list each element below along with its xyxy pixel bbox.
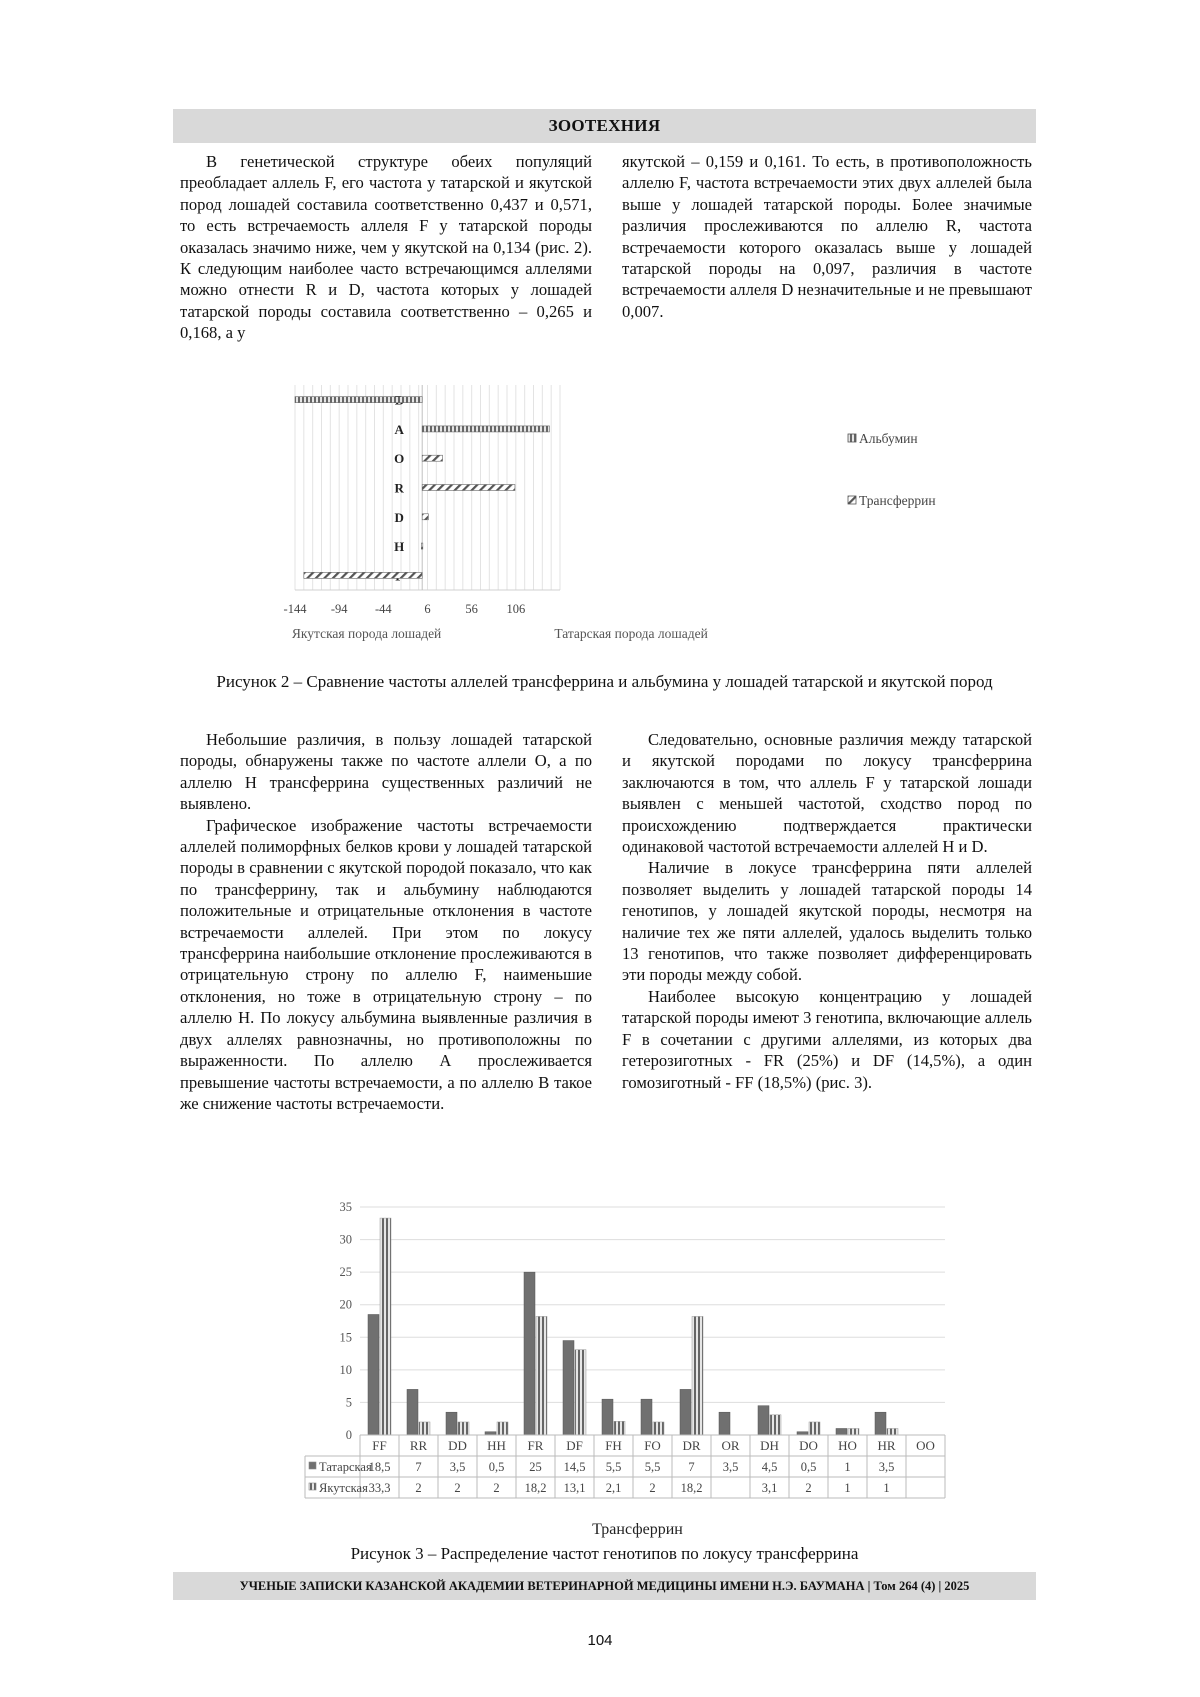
category-label: R — [394, 480, 404, 496]
x-tick-label: DF — [566, 1438, 583, 1453]
y-tick-label: 25 — [339, 1265, 352, 1280]
data-label: 0,5 — [488, 1460, 505, 1474]
data-label: 3,5 — [878, 1460, 895, 1474]
x-tick-label: OR — [721, 1438, 740, 1453]
x-tick-label: DR — [682, 1438, 701, 1453]
data-label: 25 — [529, 1460, 542, 1474]
x-tick-label: FR — [527, 1438, 544, 1453]
journal-footer: УЧЕНЫЕ ЗАПИСКИ КАЗАНСКОЙ АКАДЕМИИ ВЕТЕРИНАРНОЙ МЕДИЦИНЫ ИМЕНИ Н.Э. БАУМАНА | Том 264 (4) | 2025 — [173, 1572, 1036, 1600]
x-tick-label: FH — [605, 1438, 622, 1453]
bar-Трансферрин-F — [304, 572, 422, 578]
bar-Трансферрин-R — [422, 485, 515, 491]
y-tick-label: 35 — [339, 1200, 352, 1214]
bar-Татарская-FH — [602, 1399, 613, 1435]
x-tick-label: FO — [644, 1438, 661, 1453]
bar-Альбумин-B — [295, 397, 422, 403]
data-label: 13,1 — [563, 1481, 586, 1495]
legend-label: Якутская — [319, 1481, 368, 1495]
x-tick-label: HR — [877, 1438, 896, 1453]
bar-Татарская-DD — [446, 1412, 457, 1435]
data-label: 2 — [805, 1481, 812, 1495]
bar-Якутская-HO — [848, 1428, 859, 1435]
bar-Татарская-DH — [758, 1406, 769, 1435]
paragraph: Графическое изображение частоты встречаемости аллелей полиморфных белков крови у лошадей татарской породы в сравнении с якутской породой показало, что как по трансферрину, так и альбумину наблюдаются положительные и отрицательные отклонения в частоте встречаемости аллелей. При этом по локусу трансферрина наибольшие отклонение прослеживаются в отрицательную строну по аллелю F, наименьшие отклонения, но тоже в отрицательную строну – по аллелю H. По локусу альбумина выявленные различия в двух аллелях равнозначны, но противоположны по выраженности. По аллелю А прослеживается превышение частоты встречаемости, а по аллелю В такое же снижение частоты встречаемости. — [180, 815, 592, 1113]
page-number: 104 — [587, 1632, 613, 1649]
bar-Татарская-OR — [719, 1412, 730, 1435]
bar-Якутская-HR — [887, 1428, 898, 1435]
data-label: 3,1 — [761, 1481, 778, 1495]
y-tick-label: 15 — [339, 1330, 352, 1345]
y-tick-label: 30 — [339, 1232, 352, 1247]
bar-Якутская-FR — [536, 1316, 547, 1435]
data-label: 33,3 — [368, 1481, 391, 1495]
y-tick-label: 10 — [339, 1362, 352, 1377]
y-tick-label: 5 — [345, 1395, 352, 1410]
bar-Якутская-FH — [614, 1421, 625, 1435]
data-label: 7 — [415, 1460, 422, 1474]
bar-Трансферрин-O — [422, 455, 442, 461]
paragraph: Наличие в локусе трансферрина пяти аллелей позволяет выделить у лошадей татарской породы 14 генотипов, у лошадей якутской породы, несмотря на наличие тех же пяти аллелей, удалось выделить только 13 генотипов, что также позволяет дифференцировать эти породы между собой. — [622, 858, 1032, 985]
paragraph: Наиболее высокую концентрацию у лошадей татарской породы имеют 3 генотипа, включающие аллель F в сочетании с другими аллелями, из которых два гетерозиготных - FR (25%) и DF (14,5%), а один гомозиготный - FF (18,5%) (рис. 3). — [622, 986, 1032, 1092]
category-label: D — [394, 509, 404, 525]
category-label: H — [394, 539, 405, 555]
bar-Татарская-DF — [563, 1341, 574, 1435]
bar-Якутская-FO — [653, 1422, 664, 1435]
figure-3-caption: Рисунок 3 – Распределение частот генотипов по локусу трансферрина — [350, 1544, 859, 1563]
bar-Якутская-DD — [458, 1422, 469, 1435]
category-label: A — [394, 421, 404, 437]
text-column-right-1 — [622, 151, 1032, 322]
category-label: O — [394, 451, 405, 467]
section-header: ЗООТЕХНИЯ — [173, 109, 1036, 143]
text-column-left-2 — [180, 729, 592, 1114]
paragraph: Следовательно, основные различия между татарской и якутской породами по локусу трансферрина заключаются в том, что аллель F у татарской лошади выявлен с меньшей частотой, сходство пород по происхождению подтверждается практически одинаковой частотой встречаемости аллелей H и D. — [622, 730, 1032, 857]
x-tick-label: HO — [838, 1438, 857, 1453]
y-tick-label: 20 — [339, 1297, 352, 1312]
bar-Якутская-DR — [692, 1316, 703, 1435]
legend-swatch — [309, 1462, 316, 1469]
bar-Альбумин-A — [422, 426, 549, 432]
bar-Трансферрин-D — [422, 514, 428, 520]
text-column-right-2 — [622, 729, 1032, 1093]
bar-Татарская-FO — [641, 1399, 652, 1435]
bar-Татарская-HO — [836, 1428, 847, 1435]
x-tick-label: -44 — [374, 602, 392, 616]
bar-Татарская-DR — [680, 1389, 691, 1435]
data-label: 1 — [844, 1481, 851, 1495]
legend-swatch — [848, 434, 856, 442]
x-tick-label: -94 — [330, 602, 348, 616]
data-label: 3,5 — [722, 1460, 739, 1474]
data-label: 0,5 — [800, 1460, 817, 1474]
figure-2-caption: Рисунок 2 – Сравнение частоты аллелей трансферрина и альбумина у лошадей татарской и якутской пород — [216, 672, 993, 691]
paragraph: якутской – 0,159 и 0,161. То есть, в противоположность аллелю F, частота встречаемости этих двух аллелей была выше у лошадей татарской породы. Более значимые различия прослеживаются по аллелю R, частота встречаемости которого оказалась выше у лошадей татарской породы на 0,097, различия в частоте встречаемости аллеля D незначительные и не превышают 0,007. — [622, 152, 1032, 321]
data-label: 5,5 — [605, 1460, 622, 1474]
data-label: 18,2 — [524, 1481, 547, 1495]
bar-Якутская-DF — [575, 1350, 586, 1435]
y-tick-label: 0 — [345, 1428, 352, 1442]
legend-swatch — [848, 496, 856, 504]
paragraph: Небольшие различия, в пользу лошадей татарской породы, обнаружены также по частоте аллели О, а по аллелю H трансферрина существенных различий не выявлено. — [180, 730, 592, 814]
data-label: 14,5 — [563, 1460, 586, 1474]
data-label: 7 — [688, 1460, 695, 1474]
bar-Трансферрин-H — [421, 543, 423, 549]
x-tick-label: DH — [760, 1438, 779, 1453]
legend-label: Трансферрин — [859, 493, 936, 508]
x-tick-label: 106 — [506, 602, 526, 616]
figure-2-chart — [270, 385, 970, 665]
x-tick-label: DD — [448, 1438, 467, 1453]
bar-Якутская-DO — [809, 1422, 820, 1435]
data-label: 1 — [844, 1460, 851, 1474]
text-column-left-1 — [180, 151, 592, 344]
x-tick-label: -144 — [283, 602, 307, 616]
data-label: 2 — [415, 1481, 422, 1495]
x-tick-label: FF — [372, 1438, 387, 1453]
x-tick-label: RR — [409, 1438, 428, 1453]
data-label: 18,5 — [368, 1460, 391, 1474]
data-label: 2 — [454, 1481, 461, 1495]
data-label: 2 — [493, 1481, 500, 1495]
data-label: 18,2 — [680, 1481, 703, 1495]
bar-Якутская-HH — [497, 1422, 508, 1435]
bar-Татарская-FF — [368, 1314, 379, 1435]
bar-Татарская-FR — [524, 1272, 535, 1435]
paragraph: В генетической структуре обеих популяций преобладает аллель F, его частота у татарской и якутской пород лошадей составила соответственно 0,437 и 0,571, то есть встречаемость аллеля F у татарской породы оказалась значимо ниже, чем у якутской на 0,134 (рис. 2). К следующим наиболее часто встречающимся аллелями можно отнести R и D, частота которых у лошадей татарской породы составила соответственно – 0,265 и 0,168, а у — [180, 152, 592, 343]
legend-label: Альбумин — [859, 431, 918, 446]
x-axis-title: Трансферрин — [592, 1521, 683, 1538]
x-tick-label: OO — [916, 1438, 935, 1453]
data-label: 3,5 — [449, 1460, 466, 1474]
bar-Якутская-FF — [380, 1218, 391, 1435]
x-tick-label: HH — [487, 1438, 506, 1453]
bar-Якутская-RR — [419, 1422, 430, 1435]
figure-3-chart — [319, 1195, 950, 1540]
legend-label: Татарская — [319, 1460, 372, 1474]
data-label: 4,5 — [761, 1460, 778, 1474]
x-tick-label: 6 — [424, 602, 431, 616]
bar-Якутская-DH — [770, 1415, 781, 1435]
data-label: 5,5 — [644, 1460, 661, 1474]
data-label: 1 — [883, 1481, 890, 1495]
x-tick-label: 56 — [465, 602, 478, 616]
data-label: 2,1 — [605, 1481, 622, 1495]
data-label: 2 — [649, 1481, 656, 1495]
x-tick-label: DO — [799, 1438, 818, 1453]
bar-Татарская-HR — [875, 1412, 886, 1435]
x-axis-label-left: Якутская порода лошадей — [291, 626, 442, 641]
legend-swatch — [309, 1483, 316, 1490]
x-axis-label-right: Татарская порода лошадей — [554, 626, 708, 641]
bar-Татарская-RR — [407, 1389, 418, 1435]
